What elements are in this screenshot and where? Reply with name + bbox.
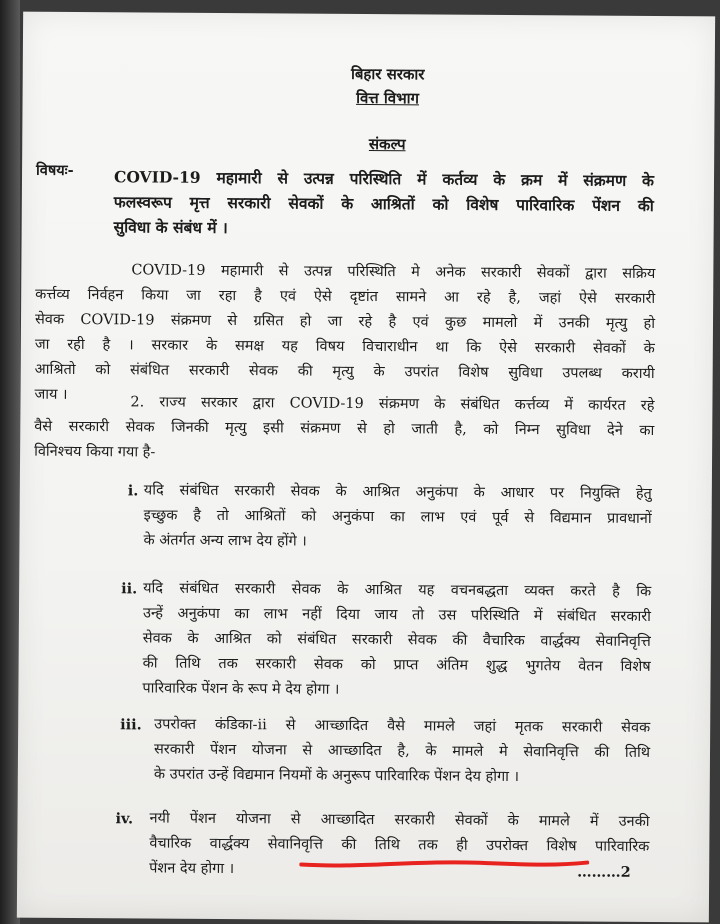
department-title: वित्त विभाग [356, 88, 420, 108]
item-4-line: पेंशन देय होगा । [149, 860, 235, 878]
para1-line: कर्त्तव्य निर्वहन किया जा रहा है एवं ऐसे दृष्टांत सामने आ रहे है, जहां ऐसे सरकारी [35, 286, 656, 308]
item-2-line: उन्हें अनुकंपा का लाभ नहीं दिया जाय तो उस परिस्थिति में संबंधित सरकारी [142, 605, 652, 625]
government-title: बिहार सरकार [350, 64, 425, 84]
item-marker: iii. [120, 716, 142, 734]
subject-line: COVID-19 महामारी से उत्पन्न परिस्थिति में कर्तव्य के क्रम में संक्रमण के [113, 167, 655, 191]
para1-line: जा रही है । सरकार के समक्ष यह विषय विचाराधीन था कि ऐसे सरकारी सेवकों के [34, 336, 655, 358]
item-4 [149, 806, 650, 884]
subject-label: विषयः- [36, 161, 74, 179]
item-2-line: यदि संबंधित सरकारी सेवक के आश्रित यह वचनबद्धता व्यक्त करते है कि [143, 580, 652, 600]
item-marker: ii. [121, 580, 138, 598]
item-2-line: पारिवारिक पेंशन के रूप मे देय होगा । [142, 680, 340, 698]
paragraph-2 [34, 390, 655, 469]
para1-line: जाय । [34, 386, 68, 403]
para1-line: सेवक COVID-19 संक्रमण से ग्रसित हो जा रहे है एवं कुछ मामलो में उनकी मृत्यु हो [34, 311, 656, 333]
para2-line: 2. राज्य सरकार द्वारा COVID-19 संक्रमण के संबंधित कर्त्तव्य में कार्यरत रहे [130, 394, 655, 415]
item-1 [143, 478, 652, 557]
para1-line: आश्रितो को संबंधित सरकारी सेवक की मृत्यु के उपरांत विशेष सुविधा उपलब्ध करायी [34, 361, 655, 383]
subject-text [114, 164, 655, 243]
item-1-line: के अंतर्गत अन्य लाभ देय होंगे । [143, 532, 307, 550]
page-continuation: ………2 [577, 863, 631, 881]
item-4-line: वैचारिक वार्द्धक्य सेवानिवृत्ति की तिथि तक ही उपरोक्त विशेष पारिवारिक [149, 835, 650, 855]
red-highlight-underline [299, 856, 589, 872]
item-2-line: सेवक के आश्रित को संबंधित सरकारी सेवक की वैचारिक वार्द्धक्य सेवानिवृत्ति [142, 630, 651, 650]
item-2-line: की तिथि तक सरकारी सेवक को प्राप्त अंतिम शुद्ध भुगतेय वेतन विशेष [142, 655, 651, 675]
item-2 [142, 576, 651, 705]
subject-line: फलस्वरूप मृत्त सरकारी सेवकों के आश्रितों को विशेष पारिवारिक पेंशन की [113, 192, 654, 216]
item-3-line: उपरोक्त कंडिका-ii से आच्छादित वैसे मामले जहां मृतक सरकारी सेवक [154, 716, 651, 736]
para1-line: COVID-19 महामारी से उत्पन्न परिस्थिति मे अनेक सरकारी सेवकों द्वारा सक्रिय [131, 262, 656, 283]
item-3 [154, 713, 651, 791]
para2-line: वैसे सरकारी सेवक जिनकी मृत्यु इसी संक्रमण से हो जाती है, को निम्न सुविधा देने का [34, 418, 655, 440]
document-page [17, 12, 715, 923]
paragraph-1 [34, 258, 655, 412]
subject-line: सुविधा के संबंध में । [113, 217, 228, 238]
item-3-line: सरकारी पेंशन योजना से आच्छादित है, के मामले मे सेवानिवृत्ति की तिथि [153, 741, 651, 761]
item-marker: iv. [115, 810, 134, 828]
item-1-line: यदि संबंधित सरकारी सेवक के आश्रित अनुकंपा के आधार पर नियुक्ति हेतु [143, 482, 652, 502]
resolution-title: संकल्प [368, 135, 406, 154]
item-3-line: के उपरांत उन्हें विद्यमान नियमों के अनुरूप पारिवारिक पेंशन देय होगा । [153, 766, 520, 786]
item-4-line: नयी पेंशन योजना से आच्छादित सरकारी सेवकों के मामले में उनकी [149, 810, 650, 830]
item-1-line: इच्छुक है तो आश्रितों को अनुकंपा का लाभ एवं पूर्व से विद्यमान प्रावधानों [143, 507, 652, 527]
para2-line: विनिश्चय किया गया है- [34, 443, 156, 461]
item-marker: i. [127, 482, 139, 500]
